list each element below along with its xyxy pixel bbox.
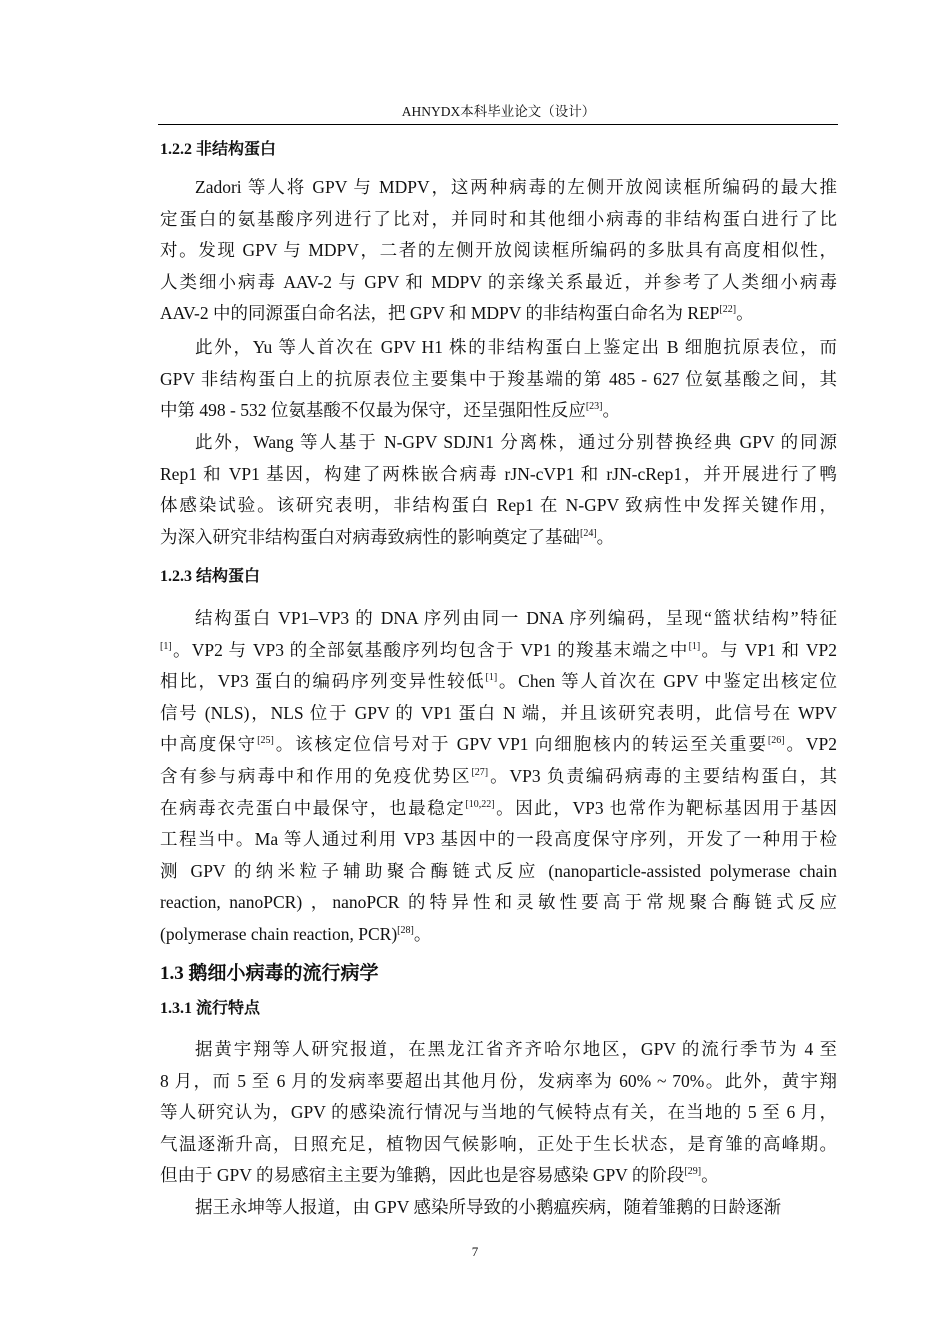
page-number: 7 — [471, 1244, 479, 1259]
citation: [10,22] — [465, 798, 495, 810]
text-line: 但由于 GPV 的易感宿主主要为雏鹅，因此也是容易感染 GPV 的阶段[29]。 — [160, 1165, 719, 1186]
text-line: 此外，Yu 等人首次在 GPV H1 株的非结构蛋白上鉴定出 B 细胞抗原表位，而 — [195, 337, 837, 357]
citation: [26] — [767, 735, 785, 747]
citation: [27] — [471, 767, 489, 779]
running-header: AHNYDX本科毕业论文（设计） — [401, 104, 596, 119]
paragraph-wang — [160, 427, 837, 553]
text-line: 测 GPV 的纳米粒子辅助聚合酶链式反应 (nanoparticle-assisted polymerase chain — [160, 860, 837, 881]
section-heading-1-2-3: 1.2.3 结构蛋白 — [160, 568, 261, 585]
citation: [24] — [580, 527, 597, 539]
text-line: 据王永坤等人报道，由 GPV 感染所导致的小鹅瘟疾病，随着雏鹅的日龄逐渐 — [195, 1197, 781, 1217]
text-line: 此外，Wang 等人基于 N-GPV SDJN1 分离株，通过分别替换经典 GPV 的同源 — [195, 432, 837, 452]
text-line: 中高度保守[25]。该核定位信号对于 GPV VP1 向细胞核内的转运至关重要[26]。VP2 — [160, 734, 838, 755]
text-line: 据黄宇翔等人研究报道，在黑龙江省齐齐哈尔地区，GPV 的流行季节为 4 至 — [195, 1039, 837, 1059]
citation: [22] — [719, 304, 737, 316]
citation: [1] — [485, 672, 498, 684]
section-heading-1-2-2: 1.2.2 非结构蛋白 — [160, 141, 277, 158]
citation: [1] — [160, 640, 172, 652]
section-heading-1-3-1: 1.3.1 流行特点 — [160, 1000, 261, 1017]
text-line: 体感染试验。该研究表明，非结构蛋白 Rep1 在 N-GPV 致病性中发挥关键作用， — [160, 495, 837, 516]
text-line: 结构蛋白 VP1–VP3 的 DNA 序列由同一 DNA 序列编码，呈现“篮状结构”特征 — [195, 608, 837, 628]
text-line: (polymerase chain reaction, PCR)[28]。 — [160, 923, 432, 944]
citation: [28] — [397, 925, 414, 937]
text-line: [1]。VP2 与 VP3 的全部氨基酸序列均包含于 VP1 的羧基末端之中[1]。与 VP1 和 VP2 — [160, 639, 837, 660]
text-line: 人类细小病毒 AAV-2 与 GPV 和 MDPV 的亲缘关系最近，并参考了人类细小病毒 — [160, 271, 837, 292]
text-line: 定蛋白的氨基酸序列进行了比对，并同时和其他细小病毒的非结构蛋白进行了比 — [160, 208, 837, 229]
text-line: Zadori 等人将 GPV 与 MDPV，这两种病毒的左侧开放阅读框所编码的最大推 — [195, 177, 837, 197]
text-line: Rep1 和 VP1 基因，构建了两株嵌合病毒 rJN-cVP1 和 rJN-cRep1，并开展进行了鸭 — [160, 463, 837, 484]
text-line: 气温逐渐升高，日照充足，植物因气候影响，正处于生长状态，是育雏的高峰期。 — [160, 1133, 837, 1154]
text-line: 含有参与病毒中和作用的免疫优势区[27]。VP3 负责编码病毒的主要结构蛋白，其 — [160, 765, 838, 786]
text-line: reaction, nanoPCR) ，nanoPCR 的特异性和灵敏性要高于常规聚合酶链式反应 — [160, 892, 837, 913]
text-line: 8 月，而 5 至 6 月的发病率要超出其他月份，发病率为 60% ~ 70%。此外，黄宇翔 — [160, 1070, 837, 1091]
text-line: 中第 498 - 532 位氨基酸不仅最为保守，还呈强阳性反应[23]。 — [160, 400, 620, 421]
citation: [25] — [257, 735, 274, 747]
paragraph-zadori — [160, 172, 837, 330]
citation: [1] — [688, 640, 701, 652]
text-line: 在病毒衣壳蛋白中最保守，也最稳定[10,22]。因此，VP3 也常作为靶标基因用于基因 — [160, 797, 837, 818]
header-rule — [158, 124, 838, 125]
paragraph-huang — [160, 1034, 837, 1192]
paragraph-structural-proteins — [160, 603, 837, 951]
paragraph-wang-yongkun — [160, 1192, 837, 1224]
text-line: 信号 (NLS)，NLS 位于 GPV 的 VP1 蛋白 N 端，并且该研究表明，此信号在 WPV — [160, 702, 837, 723]
citation: [23] — [585, 401, 603, 413]
text-line: 工程当中。Ma 等人通过利用 VP3 基因中的一段高度保守序列，开发了一种用于检 — [160, 829, 837, 850]
text-line: 相比，VP3 蛋白的编码序列变异性较低[1]。Chen 等人首次在 GPV 中鉴定出核定位 — [160, 671, 837, 692]
text-line: 等人研究认为，GPV 的感染流行情况与当地的气候特点有关，在当地的 5 至 6 月， — [160, 1102, 837, 1123]
text-line: AAV-2 中的同源蛋白命名法，把 GPV 和 MDPV 的非结构蛋白命名为 REP[22]。 — [160, 303, 754, 324]
text-line: GPV 非结构蛋白上的抗原表位主要集中于羧基端的第 485 - 627 位氨基酸之间，其 — [160, 368, 837, 389]
citation: [29] — [684, 1166, 702, 1178]
text-line: 为深入研究非结构蛋白对病毒致病性的影响奠定了基础[24]。 — [160, 526, 615, 547]
paragraph-yu — [160, 332, 837, 427]
section-heading-1-3: 1.3 鹅细小病毒的流行病学 — [160, 963, 379, 984]
text-line: 对。发现 GPV 与 MDPV，二者的左侧开放阅读框所编码的多肽具有高度相似性， — [160, 240, 837, 261]
